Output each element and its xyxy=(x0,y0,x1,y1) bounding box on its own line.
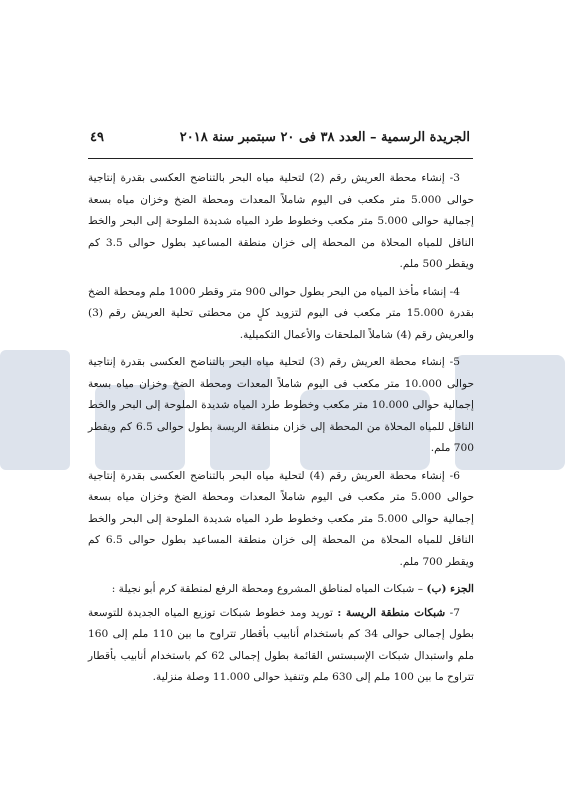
document-body xyxy=(88,168,474,695)
paragraph-item-3: 3- إنشاء محطة العريش رقم (2) لتحلية مياه البحر بالتناضح العكسى بقدرة إنتاجية حوالى 5.000 متر مكعب فى اليوم شاملاً المعدات ومحطة الضخ وخزان مياه بسعة إجمالية حوالى 5.000 متر مكعب وخطوط طرد المياه شديدة الملوحة إلى البحر والخط الناقل للمياه المحلاة من المحطة إلى خزان منطقة المساعيد بطول حوالى 3.5 كم ويقطر 500 ملم. xyxy=(88,172,474,270)
paragraph-item-7 xyxy=(88,603,474,689)
item-7-text: توريد ومد خطوط شبكات توزيع المياه الجديدة للتوسعة بطول إجمالى حوالى 34 كم باستخدام أنابيب بأقطار تتراوح ما بين 110 ملم إلى 160 ملم واستبدال شبكات الإسبستس القائمة بطول إجمالى 62 كم باستخدام أنابيب بأقطار تتراوح ما بين 100 ملم إلى 630 ملم وتنفيذ حوالى 11.000 وصلة منزلية. xyxy=(88,606,474,683)
section-b-label: الجزء (ب) xyxy=(426,583,474,595)
paragraph-item-6: 6- إنشاء محطة العريش رقم (4) لتحلية مياه البحر بالتناضح العكسى بقدرة إنتاجية حوالى 5.000 متر مكعب فى اليوم شاملاً المعدات ومحطة الضخ وخزان مياه بسعة إجمالية حوالى 5.000 متر مكعب وخطوط طرد المياه شديدة الملوحة إلى البحر والخط الناقل للمياه المحلاة من المحطة إلى خزان منطقة المساعيد بطول حوالى 6.5 كم ويقطر 700 ملم. xyxy=(88,469,474,568)
item-7-lead: شبكات منطقة الريسة : xyxy=(337,606,446,619)
item-7-number: 7- xyxy=(445,606,460,619)
header-rule xyxy=(88,158,473,159)
paragraph-item-4: 4- إنشاء مأخذ المياه من البحر بطول حوالى 900 متر وقطر 1000 ملم ومحطة الضخ بقدرة 15.000 متر مكعب فى اليوم لتزويد كلٍ من محطتى تحلية العريش رقم (3) والعريش رقم (4) شاملاً الملحقات والأعمال التكميلية. xyxy=(88,285,474,341)
page-header xyxy=(90,130,470,152)
section-b-heading xyxy=(88,579,474,601)
gazette-title: الجريدة الرسمية – العدد ٣٨ فى ٢٠ سبتمبر سنة ٢٠١٨ xyxy=(179,130,470,145)
paragraph-item-5: 5- إنشاء محطة العريش رقم (3) لتحلية مياه البحر بالتناضح العكسى بقدرة إنتاجية حوالى 10.000 متر مكعب فى اليوم شاملاً المعدات ومحطة الضخ وخزان مياه بسعة إجمالية حوالى 10.000 متر مكعب وخطوط طرد المياه شديدة الملوحة إلى البحر والخط الناقل للمياه المحلاة من المحطة إلى خزان منطقة الريسة بطول حوالى 6.5 كم ويقطر 700 ملم. xyxy=(88,356,475,454)
page-number: ٤٩ xyxy=(90,130,104,145)
section-b-title: – شبكات المياه لمناطق المشروع ومحطة الرفع لمنطقة كرم أبو نجيلة : xyxy=(111,583,427,595)
